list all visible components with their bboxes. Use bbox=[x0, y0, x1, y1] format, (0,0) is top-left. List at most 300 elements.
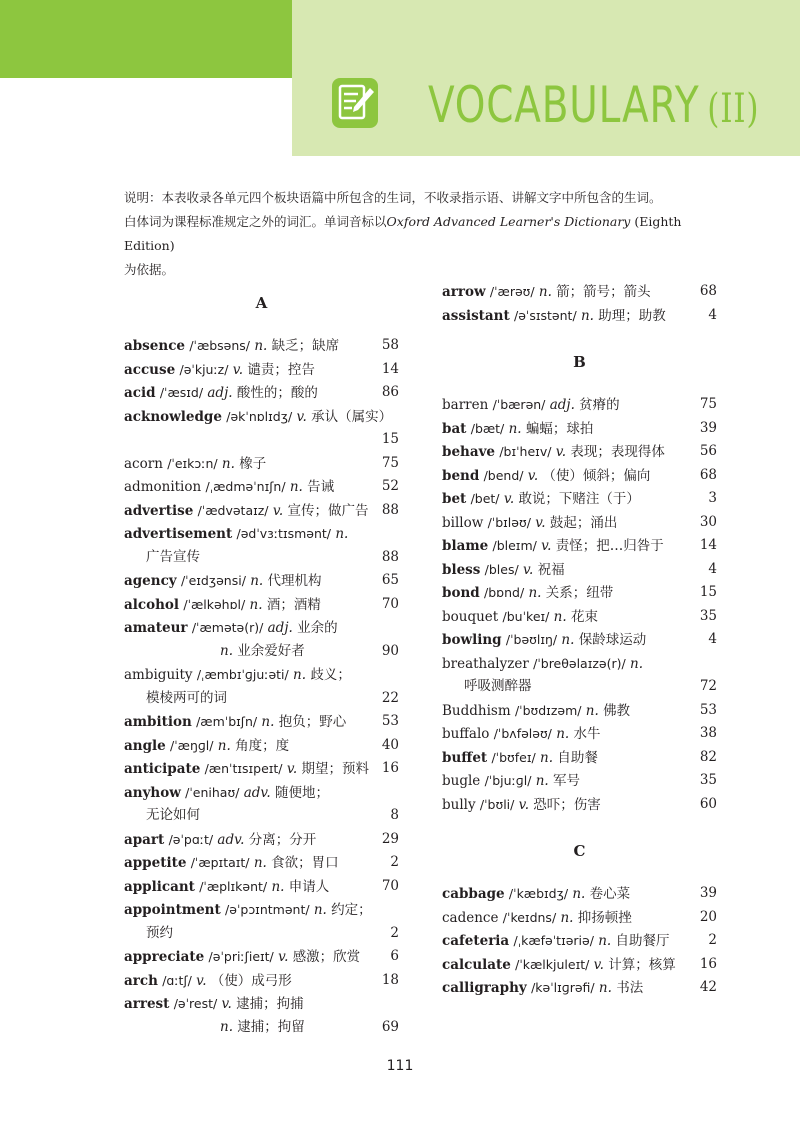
page-ref: 58 bbox=[381, 337, 399, 353]
part-of-speech: n. bbox=[630, 655, 644, 672]
vocab-entry bbox=[124, 334, 399, 358]
entry-continuation bbox=[124, 804, 399, 828]
definition: （使）倾斜；偏向 bbox=[542, 467, 651, 484]
headword: angle bbox=[124, 737, 166, 754]
page-ref: 20 bbox=[699, 908, 717, 925]
page-ref: 2 bbox=[708, 932, 717, 948]
page-ref: 72 bbox=[699, 678, 717, 694]
headword: apart bbox=[124, 831, 165, 848]
page-ref: 68 bbox=[699, 283, 717, 299]
part-of-speech: v. bbox=[196, 972, 207, 989]
phonetic: /ˈbjuːɡl/ bbox=[484, 773, 532, 788]
phonetic: /əˈpɑːt/ bbox=[168, 831, 214, 847]
phonetic: /ˈbɪləʊ/ bbox=[487, 514, 531, 530]
page-ref: 70 bbox=[381, 595, 399, 612]
vocab-entry bbox=[442, 976, 717, 1000]
part-of-speech: n. bbox=[220, 1018, 233, 1035]
entry-line bbox=[124, 569, 399, 593]
part-of-speech: n. bbox=[508, 420, 522, 437]
entry-continuation bbox=[124, 1016, 399, 1040]
page-ref: 39 bbox=[699, 419, 717, 436]
vocab-entry bbox=[442, 929, 717, 953]
entry-line bbox=[442, 280, 717, 304]
page-ref: 35 bbox=[699, 607, 717, 624]
definition: 缺乏；缺席 bbox=[271, 338, 340, 354]
part-of-speech: adj. bbox=[549, 397, 575, 413]
vocab-entry bbox=[442, 793, 717, 817]
definition: 预约 bbox=[146, 924, 173, 941]
entry-line bbox=[124, 781, 399, 805]
definition: 呼吸测醉器 bbox=[464, 678, 532, 694]
vocab-entry bbox=[442, 464, 717, 488]
part-of-speech: n. bbox=[561, 632, 575, 648]
page-ref: 15 bbox=[699, 584, 717, 600]
vocab-entry bbox=[442, 722, 717, 746]
phonetic: /ˈbreθəlaɪzə(r)/ bbox=[533, 655, 626, 671]
intro-line-2: 白体词为课程标准规定之外的词汇。单词音标以Oxford Advanced Learner's Dictionary (Eighth Edition) bbox=[124, 214, 682, 253]
page-ref: 68 bbox=[699, 466, 717, 483]
page-ref: 14 bbox=[699, 537, 717, 553]
part-of-speech: v. bbox=[272, 502, 284, 519]
definition: 承认（属实） bbox=[311, 408, 393, 425]
entry-line bbox=[124, 405, 399, 429]
entry-line bbox=[124, 945, 399, 969]
headword: bouquet bbox=[442, 608, 499, 625]
vocab-entry bbox=[124, 969, 399, 993]
definition: 助理；助教 bbox=[598, 307, 666, 324]
part-of-speech: n. bbox=[220, 642, 233, 659]
headword: buffet bbox=[442, 749, 488, 766]
vocab-entry bbox=[442, 511, 717, 535]
phonetic: /ˈkæbɪdʒ/ bbox=[508, 886, 569, 901]
entry-line bbox=[442, 393, 717, 417]
vocab-entry bbox=[124, 781, 399, 828]
entry-continuation bbox=[442, 675, 717, 699]
entry-line bbox=[124, 663, 399, 687]
phonetic: /əˈsɪstənt/ bbox=[514, 307, 577, 323]
page-ref: 15 bbox=[381, 431, 399, 447]
vocab-entry bbox=[124, 851, 399, 875]
phonetic: /bleɪm/ bbox=[492, 538, 537, 553]
headword: acorn bbox=[124, 455, 163, 472]
part-of-speech: n. bbox=[249, 596, 263, 613]
entry-line bbox=[442, 558, 717, 582]
entry-line bbox=[124, 616, 399, 640]
entry-continuation bbox=[124, 546, 399, 570]
part-of-speech: adv. bbox=[243, 784, 271, 801]
entry-continuation bbox=[124, 428, 399, 452]
part-of-speech: n. bbox=[535, 773, 549, 789]
page-ref: 35 bbox=[699, 772, 717, 788]
headword: bully bbox=[442, 796, 476, 813]
phonetic: /bles/ bbox=[484, 561, 519, 577]
part-of-speech: n. bbox=[250, 573, 264, 589]
page-ref: 16 bbox=[381, 760, 399, 776]
phonetic: /ˈæŋɡl/ bbox=[170, 737, 214, 753]
definition: 广告宣传 bbox=[146, 548, 200, 565]
phonetic: /bɪˈheɪv/ bbox=[499, 444, 552, 459]
definition: 自助餐厅 bbox=[615, 933, 670, 949]
phonetic: /ˈeɪdʒənsi/ bbox=[180, 573, 246, 588]
vocab-entry bbox=[442, 304, 717, 328]
headword: acknowledge bbox=[124, 408, 222, 425]
page-ref: 70 bbox=[381, 877, 399, 894]
phonetic: /ˌæmbɪˈɡjuːəti/ bbox=[196, 667, 289, 682]
phonetic: /bend/ bbox=[483, 467, 524, 483]
part-of-speech: n. bbox=[580, 307, 594, 324]
headword: cafeteria bbox=[442, 933, 510, 949]
intro-note bbox=[124, 186, 724, 282]
phonetic: /ˈædvətaɪz/ bbox=[197, 502, 269, 518]
definition: 抑扬顿挫 bbox=[577, 909, 632, 926]
phonetic: /bæt/ bbox=[470, 420, 505, 436]
page-ref: 2 bbox=[390, 924, 399, 941]
definition: 约定； bbox=[331, 902, 372, 918]
headword: barren bbox=[442, 397, 489, 413]
phonetic: /bet/ bbox=[470, 491, 500, 506]
part-of-speech: v. bbox=[523, 561, 534, 578]
page-ref: 30 bbox=[699, 513, 717, 530]
vocab-entry bbox=[442, 746, 717, 770]
page-ref: 8 bbox=[390, 807, 399, 823]
page-ref: 42 bbox=[699, 979, 717, 995]
part-of-speech: n. bbox=[598, 933, 612, 949]
part-of-speech: n. bbox=[528, 585, 542, 601]
entry-line bbox=[124, 499, 399, 523]
entries-c bbox=[442, 882, 717, 1000]
part-of-speech: n. bbox=[217, 737, 231, 754]
phonetic: /ˈæmətə(r)/ bbox=[191, 620, 264, 635]
entry-line bbox=[442, 699, 717, 723]
definition: 佛教 bbox=[603, 702, 631, 719]
entries-a bbox=[124, 334, 399, 1039]
vocab-entry bbox=[124, 992, 399, 1039]
vocab-entry bbox=[124, 358, 399, 382]
definition: 恐吓；伤害 bbox=[533, 796, 601, 813]
part-of-speech: v. bbox=[518, 796, 529, 813]
definition: 无论如何 bbox=[146, 807, 200, 823]
part-of-speech: v. bbox=[232, 361, 244, 378]
headword: absence bbox=[124, 338, 186, 354]
page-ref: 86 bbox=[381, 384, 399, 400]
headword: cadence bbox=[442, 909, 499, 926]
part-of-speech: v. bbox=[296, 408, 307, 425]
section-letter-c: C bbox=[573, 842, 586, 860]
entry-line bbox=[442, 304, 717, 328]
entry-line bbox=[124, 851, 399, 875]
definition: 计算；核算 bbox=[608, 956, 676, 973]
definition: 歧义； bbox=[310, 667, 351, 683]
definition: 业余爱好者 bbox=[237, 642, 305, 659]
headword: anticipate bbox=[124, 761, 201, 777]
headword: bowling bbox=[442, 632, 502, 648]
definition: 期望；预料 bbox=[301, 761, 369, 777]
phonetic: /ˈenihaʊ/ bbox=[185, 784, 240, 800]
vocab-entry bbox=[442, 906, 717, 930]
vocab-entry bbox=[442, 534, 717, 558]
headword: assistant bbox=[442, 307, 510, 324]
entry-line bbox=[442, 793, 717, 817]
vocab-column-left bbox=[124, 280, 399, 1039]
phonetic: /æmˈbɪʃn/ bbox=[196, 714, 258, 729]
vocab-entry bbox=[442, 558, 717, 582]
entry-line bbox=[124, 358, 399, 382]
part-of-speech: v. bbox=[221, 996, 232, 1012]
headword: buffalo bbox=[442, 726, 490, 742]
definition: 分离；分开 bbox=[248, 831, 317, 848]
part-of-speech: n. bbox=[540, 749, 554, 766]
page-ref: 56 bbox=[699, 443, 717, 459]
page-ref: 69 bbox=[381, 1018, 399, 1035]
headword: bless bbox=[442, 561, 481, 578]
entry-line bbox=[124, 475, 399, 499]
definition: 逮捕；拘留 bbox=[237, 1018, 305, 1035]
entry-line bbox=[442, 906, 717, 930]
definition: 抱负；野心 bbox=[278, 714, 347, 730]
headword: bend bbox=[442, 467, 480, 484]
phonetic: /əˈkjuːz/ bbox=[179, 361, 229, 377]
phonetic: /ˈæplɪkənt/ bbox=[199, 878, 268, 894]
part-of-speech: n. bbox=[556, 726, 570, 742]
definition: 告诫 bbox=[307, 479, 335, 495]
headword: bet bbox=[442, 491, 467, 507]
entry-line bbox=[442, 605, 717, 629]
phonetic: /kəˈlɪɡrəfi/ bbox=[531, 980, 595, 995]
definition: 宣传；做广告 bbox=[287, 502, 369, 519]
page-number: 111 bbox=[386, 1058, 414, 1074]
headword: appreciate bbox=[124, 949, 205, 965]
vocab-entry bbox=[442, 280, 717, 304]
entry-line bbox=[124, 452, 399, 476]
vocab-entry bbox=[124, 381, 399, 405]
entry-line bbox=[124, 381, 399, 405]
definition: （使）成弓形 bbox=[210, 972, 292, 989]
definition: 自助餐 bbox=[557, 749, 598, 766]
page-ref: 16 bbox=[699, 955, 717, 972]
page-ref: 3 bbox=[708, 490, 717, 506]
definition: 橡子 bbox=[239, 455, 267, 472]
part-of-speech: adj. bbox=[207, 385, 233, 401]
phonetic: /ˈbærən/ bbox=[492, 397, 546, 412]
page-ref: 2 bbox=[390, 854, 399, 870]
page-ref: 82 bbox=[699, 748, 717, 765]
page-ref: 40 bbox=[381, 736, 399, 753]
entry-line bbox=[442, 953, 717, 977]
page-ref: 6 bbox=[390, 948, 399, 964]
definition: 卷心菜 bbox=[589, 886, 631, 902]
headword: ambition bbox=[124, 714, 192, 730]
headword: cabbage bbox=[442, 886, 505, 902]
part-of-speech: n. bbox=[335, 526, 349, 542]
headword: applicant bbox=[124, 878, 195, 895]
entry-line bbox=[442, 769, 717, 793]
entry-line bbox=[124, 710, 399, 734]
definition: 谴责；控告 bbox=[247, 361, 315, 378]
entry-line bbox=[442, 511, 717, 535]
headword: blame bbox=[442, 538, 489, 554]
headword: advertisement bbox=[124, 526, 233, 542]
header-green-block bbox=[0, 0, 292, 78]
definition: 箭；箭号；箭头 bbox=[556, 284, 651, 300]
page-ref: 60 bbox=[699, 795, 717, 812]
vocab-column-right bbox=[442, 280, 717, 1000]
page-ref: 4 bbox=[708, 306, 717, 323]
part-of-speech: n. bbox=[293, 667, 307, 683]
vocab-entry bbox=[442, 487, 717, 511]
page-ref: 22 bbox=[381, 689, 399, 706]
headword: acid bbox=[124, 385, 156, 401]
intro-line-1: 说明：本表收录各单元四个板块语篇中所包含的生词，不收录指示语、讲解文字中所包含的生词。 bbox=[124, 190, 662, 205]
entry-line bbox=[124, 522, 399, 546]
definition: 书法 bbox=[616, 980, 644, 996]
definition: 代理机构 bbox=[267, 573, 322, 589]
vocab-entry bbox=[124, 405, 399, 452]
vocab-entry bbox=[124, 710, 399, 734]
part-of-speech: adv. bbox=[217, 831, 245, 848]
entry-continuation bbox=[124, 922, 399, 946]
part-of-speech: n. bbox=[271, 878, 285, 895]
vocab-entry bbox=[442, 882, 717, 906]
part-of-speech: n. bbox=[538, 284, 552, 300]
part-of-speech: v. bbox=[535, 514, 546, 531]
definition: 蝙蝠；球拍 bbox=[525, 420, 594, 437]
vocab-entry bbox=[124, 757, 399, 781]
phonetic: /ˈæsɪd/ bbox=[159, 385, 204, 400]
page-ref: 53 bbox=[381, 713, 399, 729]
headword: anyhow bbox=[124, 784, 181, 801]
definition: 申请人 bbox=[288, 878, 330, 895]
definition: 保龄球运动 bbox=[578, 632, 647, 648]
part-of-speech: n. bbox=[585, 702, 599, 719]
part-of-speech: adj. bbox=[267, 620, 293, 636]
phonetic: /ˈbʌfələʊ/ bbox=[493, 726, 552, 741]
entry-continuation bbox=[124, 640, 399, 664]
entry-line bbox=[124, 898, 399, 922]
entry-line bbox=[442, 976, 717, 1000]
headword: arch bbox=[124, 972, 158, 989]
vocab-entry bbox=[442, 953, 717, 977]
definition: 逮捕；拘捕 bbox=[236, 996, 304, 1012]
phonetic: /ɑːtʃ/ bbox=[162, 972, 192, 988]
vocab-entry bbox=[124, 663, 399, 710]
entry-line bbox=[124, 757, 399, 781]
phonetic: /əkˈnɒlɪdʒ/ bbox=[226, 408, 293, 424]
phonetic: /ænˈtɪsɪpeɪt/ bbox=[204, 761, 283, 776]
definition: 酒；酒精 bbox=[266, 596, 321, 613]
phonetic: /ˈælkəhɒl/ bbox=[183, 596, 246, 612]
entry-line bbox=[442, 487, 717, 511]
phonetic: /ˌkæfəˈtɪəriə/ bbox=[513, 933, 594, 948]
page-ref: 88 bbox=[381, 501, 399, 518]
part-of-speech: n. bbox=[221, 455, 235, 472]
page-ref: 90 bbox=[381, 642, 399, 659]
phonetic: /ˈbʊli/ bbox=[479, 796, 515, 812]
page-ref: 65 bbox=[381, 572, 399, 588]
entry-line bbox=[442, 746, 717, 770]
page-ref: 18 bbox=[381, 971, 399, 988]
phonetic: /ˈkælkjuleɪt/ bbox=[515, 956, 590, 972]
entry-line bbox=[124, 734, 399, 758]
phonetic: /ˈærəʊ/ bbox=[489, 284, 535, 299]
title-text: VOCABULARY bbox=[428, 76, 700, 134]
page-ref: 4 bbox=[708, 560, 717, 577]
definition: 酸性的；酸的 bbox=[236, 385, 318, 401]
headword: agency bbox=[124, 573, 177, 589]
definition: 鼓起；涌出 bbox=[549, 514, 618, 531]
phonetic: /ˈbʊdɪzəm/ bbox=[514, 702, 582, 718]
page-ref: 39 bbox=[699, 885, 717, 901]
entry-line bbox=[442, 628, 717, 652]
definition: 业余的 bbox=[297, 620, 338, 636]
vocab-entry bbox=[124, 828, 399, 852]
vocab-entry bbox=[442, 605, 717, 629]
entry-line bbox=[442, 581, 717, 605]
title-numeral: (II) bbox=[707, 86, 760, 132]
vocab-entry bbox=[442, 581, 717, 605]
vocab-entry bbox=[124, 475, 399, 499]
page-ref: 38 bbox=[699, 725, 717, 741]
page-ref: 29 bbox=[381, 830, 399, 847]
phonetic: /ˈæbsəns/ bbox=[189, 338, 251, 353]
vocab-entry bbox=[442, 417, 717, 441]
entry-line bbox=[442, 929, 717, 953]
entry-line bbox=[124, 593, 399, 617]
entries-a-continued bbox=[442, 280, 717, 327]
definition: 模棱两可的词 bbox=[146, 689, 227, 706]
part-of-speech: v. bbox=[555, 444, 567, 460]
page-ref: 75 bbox=[381, 454, 399, 471]
page-title bbox=[428, 70, 759, 140]
definition: 水牛 bbox=[573, 726, 601, 742]
definition: 责怪；把…归咎于 bbox=[555, 538, 664, 554]
headword: advertise bbox=[124, 502, 194, 519]
headword: breathalyzer bbox=[442, 655, 529, 672]
entry-line bbox=[124, 992, 399, 1016]
phonetic: /ˈbəʊlɪŋ/ bbox=[505, 632, 558, 647]
headword: admonition bbox=[124, 479, 202, 495]
vocab-entry bbox=[124, 898, 399, 945]
entry-line bbox=[442, 652, 717, 676]
vocab-entry bbox=[124, 569, 399, 593]
definition: 贫瘠的 bbox=[579, 397, 620, 413]
definition: 关系；纽带 bbox=[545, 585, 614, 601]
notebook-pencil-icon bbox=[330, 76, 380, 130]
phonetic: /ˈbʊfeɪ/ bbox=[491, 749, 536, 765]
vocab-entry bbox=[124, 522, 399, 569]
headword: billow bbox=[442, 514, 484, 531]
part-of-speech: v. bbox=[286, 761, 298, 777]
entry-line bbox=[124, 828, 399, 852]
vocab-entry bbox=[124, 875, 399, 899]
part-of-speech: n. bbox=[560, 909, 574, 926]
section-letter-a: A bbox=[255, 294, 268, 312]
phonetic: /ˈeɪkɔːn/ bbox=[167, 455, 218, 471]
phonetic: /buˈkeɪ/ bbox=[502, 608, 550, 624]
page-ref: 4 bbox=[708, 631, 717, 647]
entry-line bbox=[442, 882, 717, 906]
part-of-speech: n. bbox=[289, 479, 303, 495]
vocab-entry bbox=[442, 628, 717, 652]
page-ref: 75 bbox=[699, 396, 717, 412]
phonetic: /əˈpriːʃieɪt/ bbox=[208, 949, 274, 964]
part-of-speech: n. bbox=[313, 902, 327, 918]
headword: bond bbox=[442, 585, 480, 601]
headword: calculate bbox=[442, 956, 511, 973]
headword: amateur bbox=[124, 620, 188, 636]
headword: ambiguity bbox=[124, 667, 193, 683]
part-of-speech: n. bbox=[261, 714, 275, 730]
headword: Buddhism bbox=[442, 702, 511, 719]
